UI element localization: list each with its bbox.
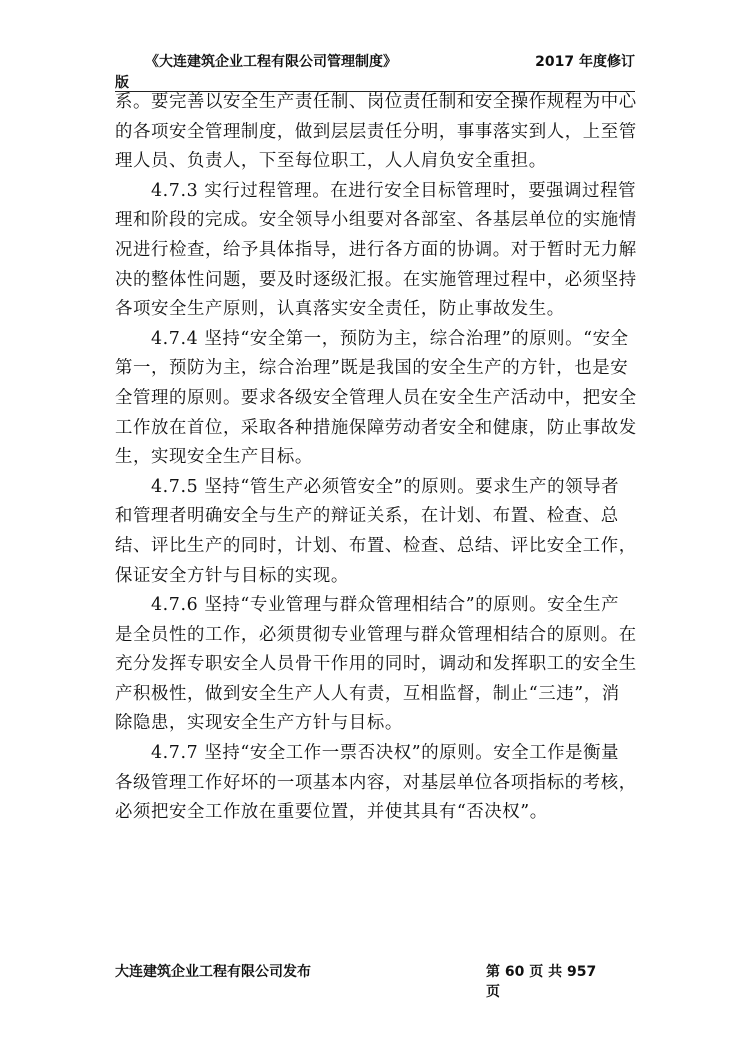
edition-label: 2017 年度修订 xyxy=(535,54,635,70)
paragraph-4-7-3: 4.7.3 实行过程管理。在进行安全目标管理时，要强调过程管理和阶段的完成。安全领导小组要对各部室、各基层单位的实施情况进行检查，给予具体指导，进行各方面的协调。对于暂时无力解决的整体性问题，要及时逐级汇报。在实施管理过程中，必须坚持各项安全生产原则，认真落实安全责任，防止事故发生。 xyxy=(115,180,637,320)
edition-label-continuation: 版 xyxy=(115,75,129,91)
document-title: 《大连建筑企业工程有限公司管理制度》 xyxy=(145,54,397,70)
paragraph-4-7-5: 4.7.5 坚持“管生产必须管安全”的原则。要求生产的领导者和管理者明确安全与生产的辩证关系，在计划、布置、检查、总结、评比生产的同时，计划、布置、检查、总结、评比安全工作，保证安全方针与目标的实现。 xyxy=(115,476,637,586)
paragraph-4-7-7: 4.7.7 坚持“安全工作一票否决权”的原则。安全工作是衡量各级管理工作好坏的一项基本内容，对基层单位各项指标的考核，必须把安全工作放在重要位置，并使其具有“否决权”。 xyxy=(115,743,637,823)
paragraph-4-7-4: 4.7.4 坚持“安全第一，预防为主，综合治理”的原则。“安全第一，预防为主，综合治理”既是我国的安全生产的方针，也是安全管理的原则。要求各级安全管理人员在安全生产活动中，把安全工作放在首位，采取各种措施保障劳动者安全和健康，防止事故发生，实现安全生产目标。 xyxy=(115,328,637,468)
paragraph-continuation: 系。要完善以安全生产责任制、岗位责任制和安全操作规程为中心的各项安全管理制度，做到层层责任分明，事事落实到人，上至管理人员、负责人，下至每位职工，人人肩负安全重担。 xyxy=(115,92,637,172)
page-number: 第 60 页 共 957 页 xyxy=(486,964,597,1000)
document-body xyxy=(115,88,637,828)
paragraph-4-7-6: 4.7.6 坚持“专业管理与群众管理相结合”的原则。安全生产是全员性的工作，必须贯彻专业管理与群众管理相结合的原则。在充分发挥专职安全人员骨干作用的同时，调动和发挥职工的安全生产积极性，做到安全生产人人有责，互相监督，制止“三违”，消除隐患，实现安全生产方针与目标。 xyxy=(115,595,637,734)
footer-publisher: 大连建筑企业工程有限公司发布 xyxy=(115,964,311,980)
page-header xyxy=(115,51,635,91)
